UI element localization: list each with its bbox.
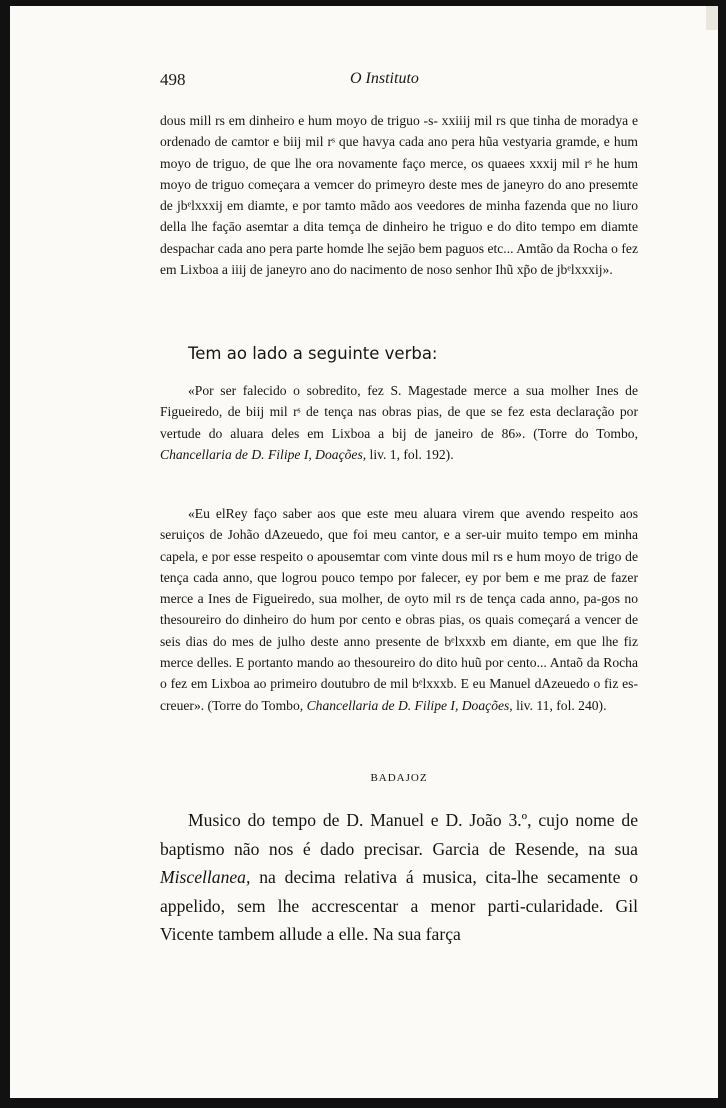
paragraph-badajoz [160,806,638,949]
paragraph-alvara-citation: liv. 11, fol. 240). [512,697,607,713]
paragraph-verba-source: Chancellaria de D. Filipe I, Doações, [160,446,367,462]
paragraph-verba [160,380,638,465]
paragraph-alvara-text: «Eu elRey faço saber aos que este meu aluara virem que avendo respeito aos seruiços de Johão dAzeuedo, que foi meu cantor, e a ser-uir muito tempo em minha capela, e por esse respeito o apousemtar com vinte dous mil rs e hum moyo de trigo de tença cada anno, que logrou pouco tempo por falecer, ey por bem e me praz de fazer merce a Ines de Figueiredo, sua molher, de oyto mil rs de tença cada anno, pa-gos no thesoureiro do dinheiro do hum por cento e obras pias, os quais começará a vencer de seis dias do mes de julho deste anno presente de bᵉlxxxb em diante, em que lhe fiz merce delles. E portanto mando ao thesoureiro do dito huũ por cento... Antaõ da Rocha o fez em Lixboa ao primeiro doutubro de mil bᵉlxxxb. E eu Manuel dAzeuedo o fiz es-creuer». (Torre do Tombo, [160,506,638,713]
paragraph-badajoz-continuation: na decima relativa á musica, cita-lhe secamente o appelido, sem lhe accrescentar a menor parti-cularidade. Gil Vicente tambem allude a elle. Na sua farça [160,867,638,944]
page-corner [706,6,718,30]
paragraph-document-continuation: dous mill rs em dinheiro e hum moyo de triguo -s- xxiiij mil rs que tinha de moradya e ordenado de camtor e biij mil rˢ que havya cada ano pera hũa vestyaria gramde, e hum moyo de triguo, de que lhe ora novamente faço merce, os quaees xxxij mil rˢ he hum moyo de triguo começara a vemcer do primeyro deste mes de janeyro do ano presemte de jbᵉlxxxij em diamte, e por tamto mãdo aos veedores de minha fazenda que no liuro della lhe façāo asemtar a dita temça de dinheiro he triguo e do dito tempo em diamte despachar cada ano pera parte homde lhe sejāo bem paguos etc... Amtão da Rocha o fez em Lixboa a iiij de janeyro ano do nacimento de noso senhor Ihũ xp̃o de jbᵉlxxxij». [160,113,638,278]
paragraph-verba-citation: liv. 1, fol. 192). [366,446,454,462]
page-number: 498 [160,70,186,89]
running-title: O Instituto [350,70,419,87]
section-title-badajoz: BADAJOZ [370,772,428,784]
page-header [160,70,640,92]
paragraph-alvara [160,503,638,716]
paragraph-alvara-source: Chancellaria de D. Filipe I, Doações, [306,697,513,713]
book-page [10,6,718,1098]
paragraph-verba-text: «Por ser falecido o sobredito, fez S. Magestade merce a sua molher Ines de Figueiredo, de biij mil rˢ de tença nas obras pias, de que se fez esta declaração por vertude do aluara deles em Lixboa a bij de janeiro de 86». (Torre do Tombo, [160,383,638,441]
paragraph-badajoz-title: Miscellanea, [160,867,251,887]
paragraph-badajoz-text: Musico do tempo de D. Manuel e D. João 3.º, cujo nome de baptismo não nos é dado precisar. Garcia de Resende, na sua [160,810,638,859]
subheading-verba: Tem ao lado a seguinte verba: [188,344,438,363]
